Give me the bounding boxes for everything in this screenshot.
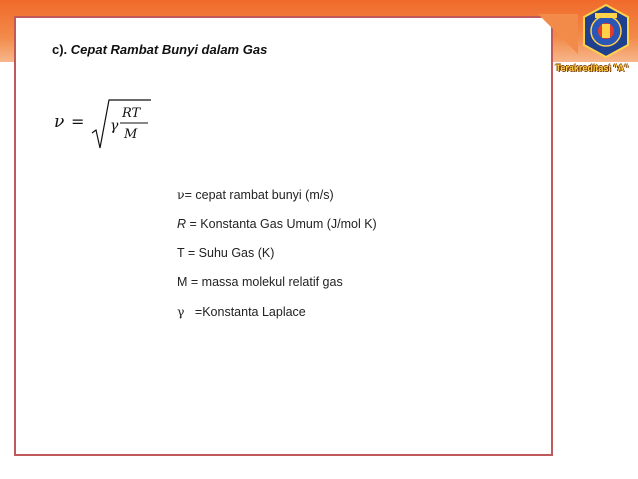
heading-prefix: c). — [52, 42, 68, 57]
accreditation-label: Terakreditasi "A" — [555, 63, 629, 73]
formula-lhs: ν — [54, 112, 65, 132]
heading-title: Cepat Rambat Bunyi dalam Gas — [70, 42, 268, 57]
definition-text: = Suhu Gas (K) — [184, 246, 275, 260]
definition-text: = Konstanta Gas Umum (J/mol K) — [186, 217, 377, 231]
definition-laplace-constant — [177, 297, 377, 327]
definition-symbol: γ — [177, 304, 185, 319]
definition-gas-constant — [177, 210, 377, 239]
frame-corner-decoration — [538, 14, 578, 54]
speed-of-sound-formula — [52, 98, 152, 150]
definition-symbol: T — [177, 246, 185, 260]
definition-symbol: ν — [177, 187, 185, 202]
definition-symbol: R — [177, 217, 187, 231]
formula-numerator: RT — [122, 106, 141, 121]
formula-equals: = — [71, 112, 85, 131]
definition-molar-mass — [177, 268, 377, 297]
university-seal-icon — [580, 4, 632, 58]
definition-symbol: M — [177, 275, 188, 289]
definition-temperature — [177, 239, 377, 268]
formula-gamma: γ — [110, 118, 119, 134]
definition-text: =Konstanta Laplace — [184, 305, 306, 319]
definition-velocity — [177, 180, 377, 210]
section-heading — [52, 42, 267, 57]
formula-denominator: M — [124, 127, 138, 142]
variable-definitions — [177, 180, 377, 327]
definition-text: = massa molekul relatif gas — [187, 275, 343, 289]
definition-text: = cepat rambat bunyi (m/s) — [184, 188, 334, 202]
